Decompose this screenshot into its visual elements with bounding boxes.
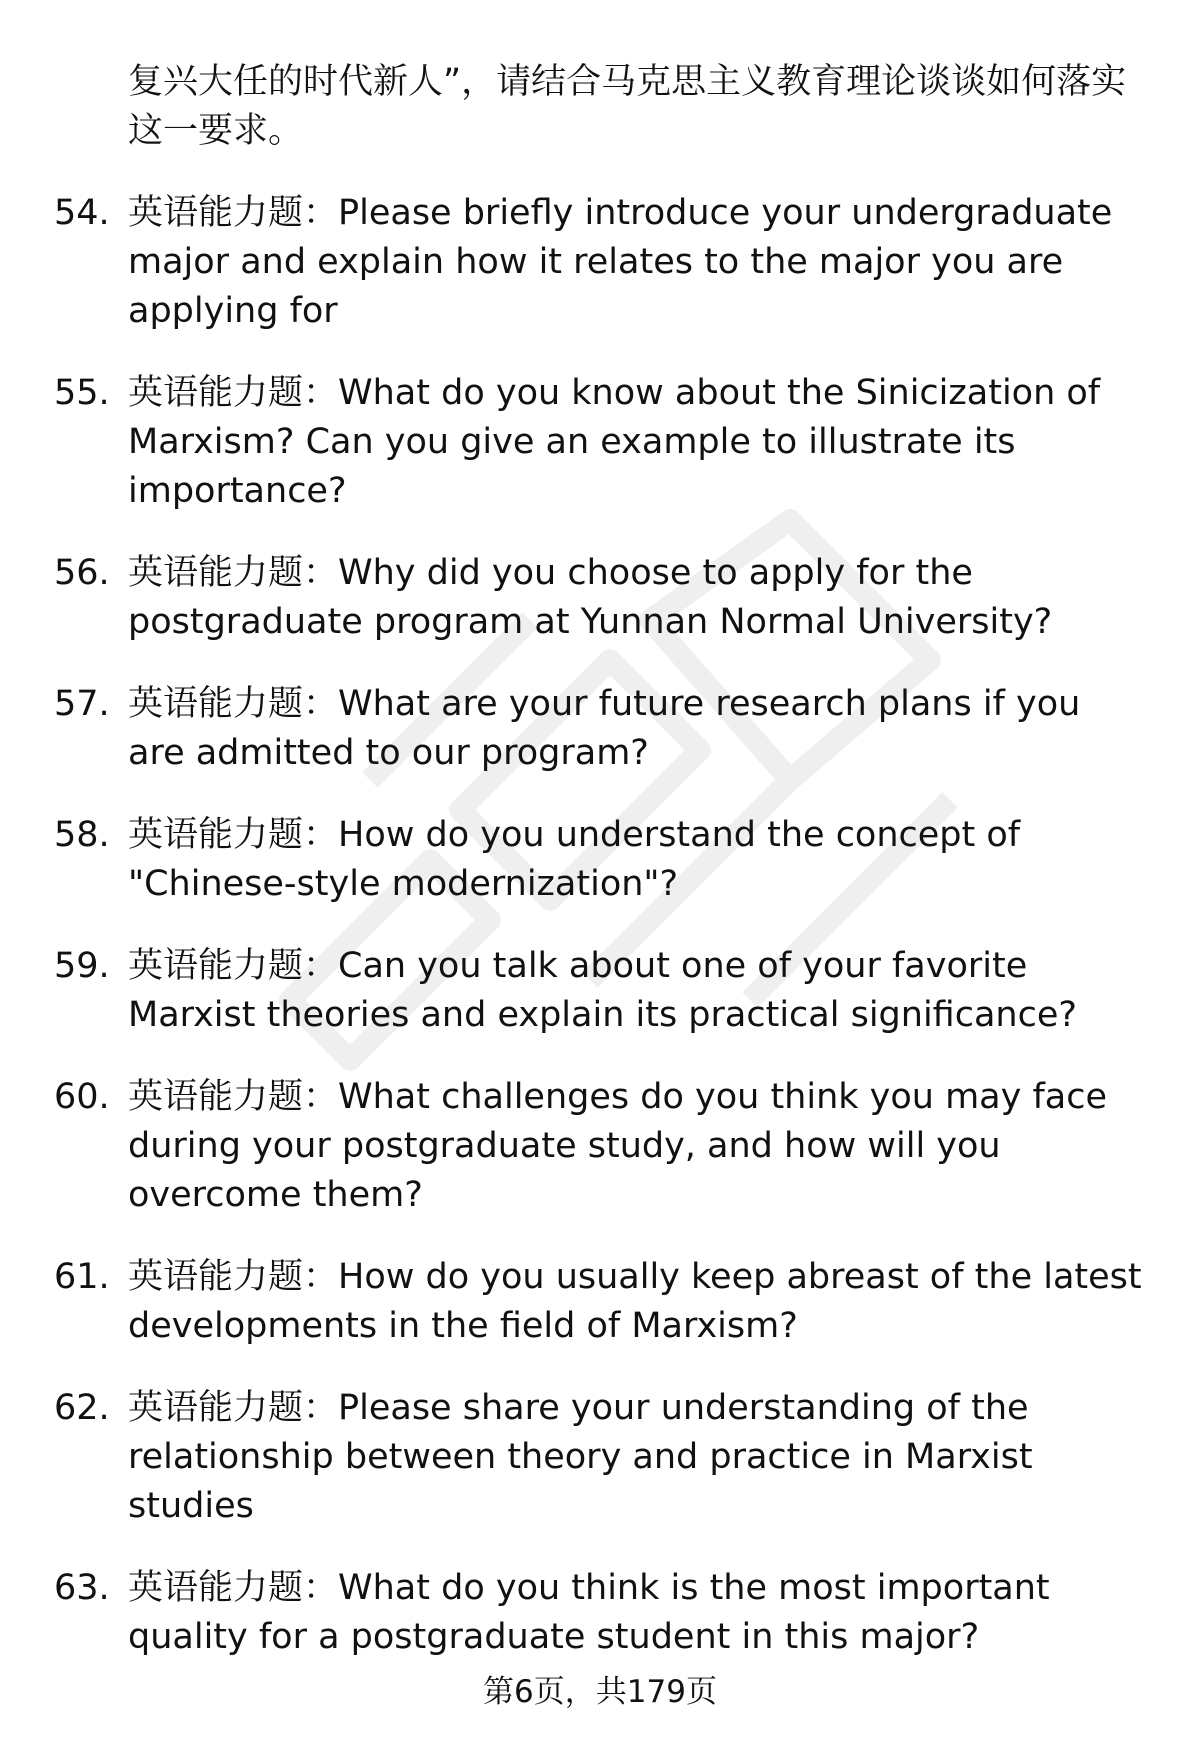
page-footer: 第6页，共179页 xyxy=(483,1674,717,1710)
document-content xyxy=(0,58,1200,1695)
question-prefix: 英语能力题： xyxy=(128,946,339,986)
question-text: What do you think is the most important quality for a postgraduate student in this major? xyxy=(128,1568,1050,1657)
question-number: 61. xyxy=(54,1257,110,1297)
question-prefix: 英语能力题： xyxy=(128,1568,339,1608)
question-body xyxy=(128,1253,1148,1351)
question-number: 62. xyxy=(54,1388,110,1428)
question-item xyxy=(0,1384,1200,1531)
question-number: 58. xyxy=(54,815,110,855)
question-body xyxy=(128,942,1148,1040)
question-prefix: 英语能力题： xyxy=(128,373,339,413)
question-prefix: 英语能力题： xyxy=(128,684,339,724)
question-body xyxy=(128,1384,1148,1531)
question-text: How do you usually keep abreast of the latest developments in the field of Marxism? xyxy=(128,1257,1142,1346)
question-number: 63. xyxy=(54,1568,110,1608)
question-number: 55. xyxy=(54,373,110,413)
question-number: 56. xyxy=(54,553,110,593)
question-body xyxy=(128,1073,1148,1220)
continuation-text: 复兴大任的时代新人”，请结合马克思主义教育理论谈谈如何落实这一要求。 xyxy=(128,62,1127,151)
question-prefix: 英语能力题： xyxy=(128,553,339,593)
question-text: How do you understand the concept of "Chinese-style modernization"? xyxy=(128,815,1021,904)
question-number: 54. xyxy=(54,193,110,233)
question-number: 59. xyxy=(54,946,110,986)
question-item xyxy=(0,680,1200,778)
question-body xyxy=(128,189,1148,336)
question-prefix: 英语能力题： xyxy=(128,1257,339,1297)
question-body xyxy=(128,811,1148,909)
question-item xyxy=(0,1253,1200,1351)
question-text: Please briefly introduce your undergraduate major and explain how it relates to the major you are applying for xyxy=(128,193,1113,331)
question-body xyxy=(128,680,1148,778)
question-item xyxy=(0,942,1200,1040)
question-text: What are your future research plans if you are admitted to our program? xyxy=(128,684,1081,773)
question-item xyxy=(0,811,1200,909)
question-item xyxy=(0,369,1200,516)
question-list xyxy=(0,189,1200,1662)
question-item xyxy=(0,1564,1200,1662)
question-item xyxy=(0,189,1200,336)
question-prefix: 英语能力题： xyxy=(128,1077,339,1117)
question-number: 57. xyxy=(54,684,110,724)
question-text: Why did you choose to apply for the postgraduate program at Yunnan Normal University? xyxy=(128,553,1053,642)
question-prefix: 英语能力题： xyxy=(128,1388,339,1428)
question-body xyxy=(128,1564,1148,1662)
question-body xyxy=(128,369,1148,516)
question-item xyxy=(0,1073,1200,1220)
question-item xyxy=(0,549,1200,647)
question-text: What challenges do you think you may face during your postgraduate study, and how will you overcome them? xyxy=(128,1077,1108,1215)
question-text: Can you talk about one of your favorite Marxist theories and explain its practical significance? xyxy=(128,946,1077,1035)
question-number: 60. xyxy=(54,1077,110,1117)
question-prefix: 英语能力题： xyxy=(128,193,339,233)
question-body xyxy=(128,549,1148,647)
question-text: What do you know about the Sinicization of Marxism? Can you give an example to illustrate its importance? xyxy=(128,373,1101,511)
question-text: Please share your understanding of the relationship between theory and practice in Marxist studies xyxy=(128,1388,1033,1526)
question-prefix: 英语能力题： xyxy=(128,815,339,855)
